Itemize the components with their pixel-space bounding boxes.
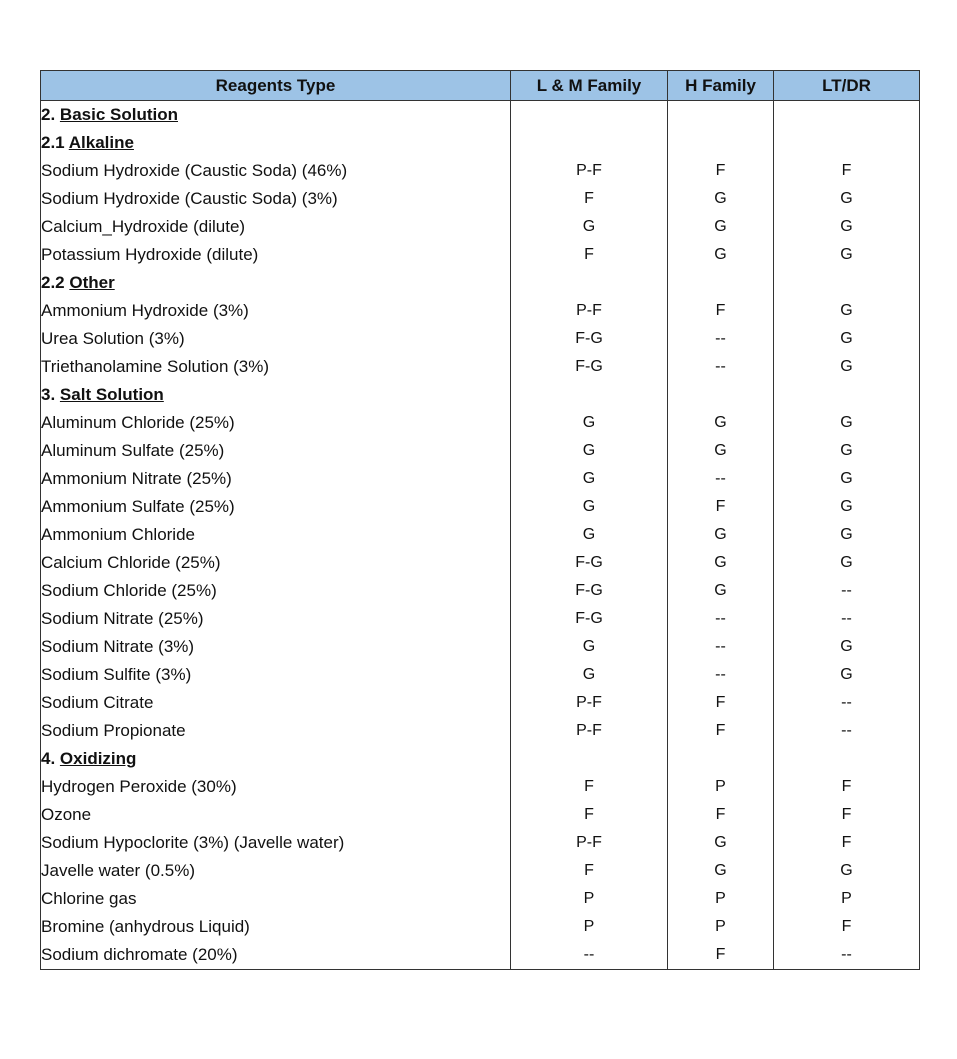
rating-lm-family: P-F xyxy=(511,689,668,717)
rating-lt-dr: P xyxy=(774,885,920,913)
table-row xyxy=(41,297,920,325)
empty-cell xyxy=(668,381,774,409)
rating-lm-family: G xyxy=(511,633,668,661)
table-row xyxy=(41,661,920,689)
rating-lt-dr: -- xyxy=(774,689,920,717)
rating-h-family: -- xyxy=(668,325,774,353)
rating-h-family: F xyxy=(668,941,774,970)
rating-lm-family: F-G xyxy=(511,549,668,577)
rating-lm-family: P-F xyxy=(511,829,668,857)
rating-h-family: F xyxy=(668,157,774,185)
rating-lm-family: F-G xyxy=(511,605,668,633)
reagent-name: Ammonium Nitrate (25%) xyxy=(41,465,511,493)
section-title: Salt Solution xyxy=(59,385,164,404)
rating-h-family: F xyxy=(668,801,774,829)
table-row xyxy=(41,605,920,633)
rating-h-family: G xyxy=(668,409,774,437)
table-row xyxy=(41,913,920,941)
reagent-compatibility-table xyxy=(40,70,920,970)
reagent-name: Sodium Nitrate (3%) xyxy=(41,633,511,661)
table-body xyxy=(41,101,920,970)
rating-lt-dr: F xyxy=(774,913,920,941)
empty-cell xyxy=(511,269,668,297)
empty-cell xyxy=(774,101,920,130)
rating-lm-family: F xyxy=(511,185,668,213)
table-row xyxy=(41,773,920,801)
rating-h-family: F xyxy=(668,493,774,521)
rating-lm-family: G xyxy=(511,661,668,689)
rating-h-family: G xyxy=(668,549,774,577)
rating-lt-dr: F xyxy=(774,829,920,857)
table-row xyxy=(41,717,920,745)
table-row xyxy=(41,465,920,493)
empty-cell xyxy=(774,269,920,297)
rating-lm-family: F-G xyxy=(511,577,668,605)
rating-h-family: G xyxy=(668,185,774,213)
empty-cell xyxy=(668,129,774,157)
table-row xyxy=(41,857,920,885)
reagent-name: Calcium Chloride (25%) xyxy=(41,549,511,577)
rating-lt-dr: G xyxy=(774,465,920,493)
rating-lm-family: -- xyxy=(511,941,668,970)
section-number: 2.1 xyxy=(41,133,65,152)
section-header-row xyxy=(41,745,920,773)
table-row xyxy=(41,325,920,353)
rating-lm-family: F xyxy=(511,857,668,885)
rating-lm-family: P-F xyxy=(511,157,668,185)
rating-lt-dr: G xyxy=(774,213,920,241)
section-title: Other xyxy=(69,273,115,292)
rating-h-family: P xyxy=(668,773,774,801)
rating-lm-family: P-F xyxy=(511,297,668,325)
rating-lm-family: P xyxy=(511,885,668,913)
table-row xyxy=(41,409,920,437)
reagent-name: Urea Solution (3%) xyxy=(41,325,511,353)
section-header-row xyxy=(41,101,920,130)
rating-lt-dr: G xyxy=(774,493,920,521)
rating-lm-family: G xyxy=(511,409,668,437)
reagent-name: Sodium dichromate (20%) xyxy=(41,941,511,970)
rating-h-family: -- xyxy=(668,605,774,633)
reagent-name: Ozone xyxy=(41,801,511,829)
reagent-name: Chlorine gas xyxy=(41,885,511,913)
empty-cell xyxy=(511,129,668,157)
section-title: Alkaline xyxy=(68,133,134,152)
rating-lt-dr: G xyxy=(774,325,920,353)
rating-lt-dr: -- xyxy=(774,577,920,605)
rating-h-family: P xyxy=(668,885,774,913)
rating-lt-dr: -- xyxy=(774,717,920,745)
reagent-name: Sodium Citrate xyxy=(41,689,511,717)
rating-lm-family: G xyxy=(511,437,668,465)
rating-lm-family: G xyxy=(511,521,668,549)
rating-lm-family: F xyxy=(511,801,668,829)
rating-h-family: -- xyxy=(668,353,774,381)
table-row xyxy=(41,549,920,577)
header-row xyxy=(41,71,920,101)
table-row xyxy=(41,241,920,269)
table-row xyxy=(41,689,920,717)
table-row xyxy=(41,633,920,661)
rating-h-family: F xyxy=(668,297,774,325)
rating-h-family: -- xyxy=(668,633,774,661)
section-number: 2. xyxy=(41,105,56,124)
rating-lm-family: F xyxy=(511,241,668,269)
reagent-name: Ammonium Sulfate (25%) xyxy=(41,493,511,521)
rating-lt-dr: G xyxy=(774,185,920,213)
table-row xyxy=(41,185,920,213)
table-row xyxy=(41,801,920,829)
rating-lt-dr: G xyxy=(774,241,920,269)
rating-h-family: G xyxy=(668,577,774,605)
rating-lt-dr: G xyxy=(774,633,920,661)
rating-h-family: G xyxy=(668,213,774,241)
rating-h-family: F xyxy=(668,717,774,745)
rating-lt-dr: G xyxy=(774,353,920,381)
rating-lt-dr: G xyxy=(774,857,920,885)
rating-lt-dr: F xyxy=(774,157,920,185)
table-row xyxy=(41,157,920,185)
rating-lm-family: G xyxy=(511,465,668,493)
section-number: 4. xyxy=(41,749,56,768)
section-title: Basic Solution xyxy=(59,105,178,124)
rating-lt-dr: G xyxy=(774,297,920,325)
reagent-name: Triethanolamine Solution (3%) xyxy=(41,353,511,381)
rating-h-family: -- xyxy=(668,465,774,493)
reagent-name: Sodium Nitrate (25%) xyxy=(41,605,511,633)
table-row xyxy=(41,521,920,549)
empty-cell xyxy=(668,101,774,130)
rating-lt-dr: G xyxy=(774,521,920,549)
section-title: Oxidizing xyxy=(59,749,137,768)
reagent-name: Sodium Chloride (25%) xyxy=(41,577,511,605)
header-lt-dr: LT/DR xyxy=(774,71,920,101)
rating-h-family: G xyxy=(668,521,774,549)
rating-h-family: -- xyxy=(668,661,774,689)
empty-cell xyxy=(668,745,774,773)
subsection-header-row xyxy=(41,269,920,297)
rating-lt-dr: -- xyxy=(774,941,920,970)
table-row xyxy=(41,885,920,913)
empty-cell xyxy=(511,381,668,409)
reagent-name: Aluminum Sulfate (25%) xyxy=(41,437,511,465)
rating-lm-family: P-F xyxy=(511,717,668,745)
table-row xyxy=(41,493,920,521)
rating-lt-dr: G xyxy=(774,661,920,689)
rating-h-family: G xyxy=(668,829,774,857)
reagent-name: Sodium Sulfite (3%) xyxy=(41,661,511,689)
empty-cell xyxy=(774,129,920,157)
rating-lt-dr: G xyxy=(774,549,920,577)
table-row xyxy=(41,941,920,970)
reagent-name: Sodium Hydroxide (Caustic Soda) (3%) xyxy=(41,185,511,213)
empty-cell xyxy=(668,269,774,297)
reagent-name: Sodium Propionate xyxy=(41,717,511,745)
rating-lt-dr: F xyxy=(774,773,920,801)
section-number: 2.2 xyxy=(41,273,65,292)
rating-lt-dr: F xyxy=(774,801,920,829)
reagent-name: Potassium Hydroxide (dilute) xyxy=(41,241,511,269)
rating-lt-dr: G xyxy=(774,437,920,465)
rating-lm-family: F xyxy=(511,773,668,801)
header-lm-family: L & M Family xyxy=(511,71,668,101)
rating-h-family: G xyxy=(668,857,774,885)
rating-lm-family: F-G xyxy=(511,353,668,381)
reagent-name: Sodium Hypoclorite (3%) (Javelle water) xyxy=(41,829,511,857)
empty-cell xyxy=(774,745,920,773)
section-number: 3. xyxy=(41,385,56,404)
reagent-name: Bromine (anhydrous Liquid) xyxy=(41,913,511,941)
rating-h-family: G xyxy=(668,437,774,465)
table-row xyxy=(41,577,920,605)
rating-lt-dr: G xyxy=(774,409,920,437)
header-h-family: H Family xyxy=(668,71,774,101)
reagent-name: Ammonium Hydroxide (3%) xyxy=(41,297,511,325)
reagent-name: Calcium_Hydroxide (dilute) xyxy=(41,213,511,241)
rating-h-family: G xyxy=(668,241,774,269)
empty-cell xyxy=(774,381,920,409)
empty-cell xyxy=(511,101,668,130)
rating-lm-family: P xyxy=(511,913,668,941)
reagent-name: Sodium Hydroxide (Caustic Soda) (46%) xyxy=(41,157,511,185)
rating-lm-family: G xyxy=(511,493,668,521)
rating-lm-family: F-G xyxy=(511,325,668,353)
rating-h-family: P xyxy=(668,913,774,941)
table-row xyxy=(41,437,920,465)
reagent-name: Ammonium Chloride xyxy=(41,521,511,549)
table-row xyxy=(41,213,920,241)
rating-lm-family: G xyxy=(511,213,668,241)
reagent-name: Aluminum Chloride (25%) xyxy=(41,409,511,437)
header-reagents-type: Reagents Type xyxy=(41,71,511,101)
table-row xyxy=(41,829,920,857)
reagent-name: Javelle water (0.5%) xyxy=(41,857,511,885)
table-row xyxy=(41,353,920,381)
subsection-header-row xyxy=(41,129,920,157)
rating-lt-dr: -- xyxy=(774,605,920,633)
empty-cell xyxy=(511,745,668,773)
reagent-name: Hydrogen Peroxide (30%) xyxy=(41,773,511,801)
rating-h-family: F xyxy=(668,689,774,717)
section-header-row xyxy=(41,381,920,409)
